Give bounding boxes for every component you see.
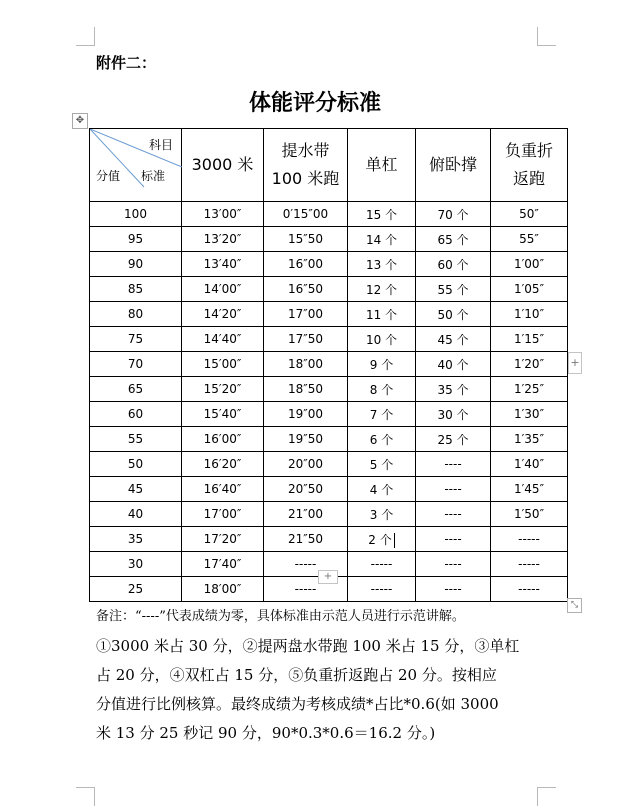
cell-text: 14′00″ — [203, 282, 242, 296]
table-cell[interactable] — [491, 402, 568, 427]
table-row — [90, 277, 568, 302]
table-cell[interactable] — [416, 552, 491, 577]
cell-text: 55″ — [519, 232, 539, 246]
scoring-explanation — [96, 632, 556, 748]
table-cell[interactable] — [416, 227, 491, 252]
cell-text: 18″00 — [287, 357, 324, 371]
table-cell[interactable] — [264, 327, 348, 352]
cell-text: 1′00″ — [513, 257, 545, 271]
cell-text: 15′20″ — [203, 382, 242, 396]
cell-text: 45 个 — [437, 332, 469, 347]
table-cell[interactable] — [182, 402, 264, 427]
table-cell[interactable] — [182, 577, 264, 602]
cell-text: 11 个 — [365, 307, 398, 322]
table-cell[interactable] — [491, 502, 568, 527]
table-cell[interactable] — [416, 377, 491, 402]
cell-text: 3 个 — [369, 507, 394, 522]
table-cell[interactable] — [348, 277, 416, 302]
header-line: 3000 米 — [191, 155, 254, 174]
cell-text: 55 — [127, 432, 144, 446]
table-cell[interactable] — [348, 452, 416, 477]
table-cell[interactable] — [416, 252, 491, 277]
cell-text: 13′00″ — [203, 207, 242, 221]
table-cell[interactable] — [348, 502, 416, 527]
cell-text: 13 个 — [365, 257, 398, 272]
table-cell[interactable] — [416, 527, 491, 552]
table-cell[interactable] — [90, 427, 182, 452]
cell-text: 70 — [127, 357, 144, 371]
cell-text: 19″50 — [287, 432, 324, 446]
table-cell[interactable] — [90, 527, 182, 552]
table-row — [90, 252, 568, 277]
table-cell[interactable] — [90, 377, 182, 402]
cell-text: 9 个 — [369, 357, 394, 372]
cell-text: 7 个 — [369, 407, 394, 422]
cell-text: 60 — [127, 407, 144, 421]
header-line: 单杠 — [365, 155, 398, 174]
table-cell[interactable] — [90, 552, 182, 577]
table-note: 备注：“----”代表成绩为零，具体标准由示范人员进行示范讲解。 — [96, 609, 465, 624]
table-cell[interactable] — [416, 477, 491, 502]
cell-text: 40 — [127, 507, 144, 521]
cell-text: 1′35″ — [513, 432, 545, 446]
cell-text: ----- — [370, 582, 393, 596]
header-cell-3[interactable] — [416, 129, 491, 202]
table-cell[interactable] — [491, 352, 568, 377]
table-cell[interactable] — [348, 577, 416, 602]
cell-text: 21″00 — [287, 507, 324, 521]
add-row-handle-icon[interactable]: + — [318, 570, 338, 584]
table-header-row — [90, 129, 568, 202]
table-cell[interactable] — [264, 402, 348, 427]
cell-text: 16′20″ — [203, 457, 242, 471]
cell-text: 55 个 — [437, 282, 469, 297]
table-cell[interactable] — [491, 377, 568, 402]
cell-text: 90 — [127, 257, 144, 271]
cell-text: 17′40″ — [203, 557, 242, 571]
header-line: 返跑 — [512, 169, 545, 188]
table-cell[interactable] — [182, 252, 264, 277]
table-cell[interactable] — [491, 202, 568, 227]
table-cell[interactable] — [348, 327, 416, 352]
cell-text: 21″50 — [287, 532, 324, 546]
table-cell[interactable] — [264, 427, 348, 452]
cell-text: 15 个 — [365, 207, 398, 222]
cell-text: ---- — [444, 482, 462, 496]
table-cell[interactable] — [416, 502, 491, 527]
cell-text: 14′40″ — [203, 332, 242, 346]
table-row — [90, 327, 568, 352]
table-cell[interactable] — [491, 527, 568, 552]
score-standard-table — [89, 128, 568, 602]
cell-text: 15″50 — [287, 232, 324, 246]
table-cell[interactable] — [182, 552, 264, 577]
table-cell[interactable] — [264, 477, 348, 502]
cell-text: 25 — [127, 582, 144, 596]
table-cell[interactable] — [264, 527, 348, 552]
table-cell[interactable] — [182, 527, 264, 552]
cell-text: 13′40″ — [203, 257, 242, 271]
cell-text: ----- — [370, 557, 393, 571]
table-cell[interactable] — [90, 577, 182, 602]
cell-text: 45 — [127, 482, 144, 496]
table-row — [90, 452, 568, 477]
diag-standard-label: 标准 — [141, 169, 166, 183]
diagonal-header-cell[interactable] — [90, 129, 182, 202]
table-cell[interactable] — [182, 352, 264, 377]
table-cell[interactable] — [90, 277, 182, 302]
table-cell[interactable] — [90, 452, 182, 477]
attachment-label: 附件二： — [96, 54, 157, 72]
cell-text: 1′05″ — [513, 282, 545, 296]
header-line: 俯卧撑 — [428, 155, 477, 174]
cell-text: 60 个 — [437, 257, 469, 272]
diag-subject-label: 科目 — [148, 138, 173, 152]
cell-text: 85 — [127, 282, 144, 296]
paragraph-line: 占 20 分，④双杠占 15 分，⑤负重折返跑占 20 分。按相应 — [96, 666, 497, 684]
cell-text: 35 个 — [437, 382, 469, 397]
cell-text: 5 个 — [369, 457, 394, 472]
cell-text: 1′50″ — [513, 507, 545, 521]
cell-text: 18′00″ — [203, 582, 242, 596]
table-cell[interactable] — [264, 352, 348, 377]
cell-text: 10 个 — [365, 332, 398, 347]
cell-text: 16″00 — [287, 257, 324, 271]
cell-text: 17′00″ — [203, 507, 242, 521]
cell-text: 17″00 — [287, 307, 324, 321]
cell-text: ---- — [444, 532, 462, 546]
table-cell[interactable] — [491, 302, 568, 327]
table-cell[interactable] — [90, 502, 182, 527]
table-row — [90, 302, 568, 327]
table-cell[interactable] — [264, 277, 348, 302]
cell-text: 16″50 — [287, 282, 324, 296]
table-cell[interactable] — [348, 477, 416, 502]
table-cell[interactable] — [182, 452, 264, 477]
header-line: 负重折 — [504, 141, 553, 160]
table-cell[interactable] — [416, 302, 491, 327]
cell-text: 95 — [127, 232, 144, 246]
table-cell[interactable] — [416, 277, 491, 302]
cell-text: ----- — [518, 582, 540, 596]
cell-text: 8 个 — [369, 382, 394, 397]
cell-text: ----- — [294, 557, 317, 571]
table-cell[interactable] — [264, 227, 348, 252]
add-column-handle-icon[interactable]: + — [568, 352, 582, 374]
table-cell[interactable] — [264, 502, 348, 527]
table-cell[interactable] — [491, 227, 568, 252]
cell-text: 50 — [127, 457, 144, 471]
header-line: 100 米跑 — [271, 169, 340, 188]
cell-text: 2 个 — [368, 532, 392, 547]
cell-text: 50″ — [519, 207, 539, 221]
table-cell[interactable] — [264, 377, 348, 402]
cell-text: ----- — [294, 582, 317, 596]
paragraph-line: 米 13 分 25 秒记 90 分，90*0.3*0.6＝16.2 分。) — [96, 724, 436, 742]
cell-text: 18″50 — [287, 382, 324, 396]
cell-text: 65 — [127, 382, 144, 396]
cell-text: 30 个 — [437, 407, 469, 422]
table-row — [90, 202, 568, 227]
cell-text: 1′20″ — [513, 357, 545, 371]
document-title: 体能评分标准 — [248, 90, 381, 116]
cell-text: 1′15″ — [513, 332, 545, 346]
crop-mark-bottom-left — [76, 787, 95, 806]
table-cell[interactable] — [348, 252, 416, 277]
table-cell[interactable] — [348, 352, 416, 377]
cell-text: 15′00″ — [203, 357, 242, 371]
cell-text: 17″50 — [287, 332, 324, 346]
table-cell[interactable] — [348, 377, 416, 402]
table-row — [90, 502, 568, 527]
table-cell[interactable] — [264, 452, 348, 477]
cell-text: 16′00″ — [203, 432, 242, 446]
cell-text: 35 — [127, 532, 144, 546]
table-cell[interactable] — [416, 577, 491, 602]
header-cell-0[interactable] — [182, 129, 264, 202]
cell-text: ---- — [444, 582, 462, 596]
table-cell[interactable] — [348, 527, 416, 552]
table-row — [90, 377, 568, 402]
table-cell[interactable] — [182, 377, 264, 402]
table-cell[interactable] — [416, 352, 491, 377]
crop-mark-top-right — [537, 27, 556, 46]
table-cell[interactable] — [182, 502, 264, 527]
table-row — [90, 352, 568, 377]
table-cell[interactable] — [491, 427, 568, 452]
table-cell[interactable] — [491, 477, 568, 502]
table-cell[interactable] — [416, 427, 491, 452]
cell-text: 6 个 — [369, 432, 394, 447]
table-cell[interactable] — [182, 277, 264, 302]
paragraph-line: ①3000 米占 30 分，②提两盘水带跑 100 米占 15 分，③单杠 — [96, 637, 520, 655]
cell-text: 1′10″ — [513, 307, 545, 321]
paragraph-line: 分值进行比例核算。最终成绩为考核成绩*占比*0.6(如 3000 — [96, 695, 499, 713]
table-cell[interactable] — [182, 327, 264, 352]
table-cell[interactable] — [182, 202, 264, 227]
cell-text: 1′45″ — [513, 482, 545, 496]
table-cell[interactable] — [491, 277, 568, 302]
cell-text: 1′40″ — [513, 457, 545, 471]
table-cell[interactable] — [90, 402, 182, 427]
table-cell[interactable] — [348, 427, 416, 452]
crop-mark-bottom-right — [537, 787, 556, 806]
cell-text: 16′40″ — [203, 482, 242, 496]
table-cell[interactable] — [348, 402, 416, 427]
cell-text: 70 个 — [437, 207, 469, 222]
header-cell-4[interactable] — [491, 129, 568, 202]
cell-text: 25 个 — [437, 432, 469, 447]
cell-text: ---- — [444, 557, 462, 571]
cell-text: 14′20″ — [203, 307, 242, 321]
table-cell[interactable] — [182, 477, 264, 502]
cell-text: 19″00 — [287, 407, 324, 421]
table-cell[interactable] — [348, 202, 416, 227]
table-cell[interactable] — [348, 302, 416, 327]
cell-text: 14 个 — [365, 232, 398, 247]
table-cell[interactable] — [90, 352, 182, 377]
cell-text: ----- — [518, 532, 540, 546]
table-cell[interactable] — [90, 302, 182, 327]
cell-text: 75 — [127, 332, 144, 346]
text-cursor — [394, 533, 395, 548]
table-row — [90, 477, 568, 502]
header-line: 提水带 — [281, 141, 330, 160]
table-cell[interactable] — [491, 552, 568, 577]
table-cell[interactable] — [182, 427, 264, 452]
table-cell[interactable] — [416, 452, 491, 477]
table-resize-handle-icon[interactable]: ⤡ — [567, 598, 582, 613]
header-cell-1[interactable] — [264, 129, 348, 202]
cell-text: 1′30″ — [513, 407, 545, 421]
cell-text: 20″00 — [287, 457, 324, 471]
cell-text: 40 个 — [437, 357, 469, 372]
diag-value-label: 分值 — [96, 169, 121, 183]
table-cell[interactable] — [182, 302, 264, 327]
table-cell[interactable] — [90, 327, 182, 352]
crop-mark-top-left — [76, 27, 95, 46]
cell-text: 30 — [127, 557, 144, 571]
cell-text: 1′25″ — [513, 382, 545, 396]
table-cell[interactable] — [90, 202, 182, 227]
table-cell[interactable] — [491, 577, 568, 602]
header-cell-2[interactable] — [348, 129, 416, 202]
table-row — [90, 227, 568, 252]
cell-text: 15′40″ — [203, 407, 242, 421]
table-cell[interactable] — [182, 227, 264, 252]
table-row — [90, 427, 568, 452]
cell-text: 50 个 — [437, 307, 469, 322]
table-cell[interactable] — [491, 452, 568, 477]
table-cell[interactable] — [491, 327, 568, 352]
table-cell[interactable] — [264, 302, 348, 327]
table-cell[interactable] — [416, 327, 491, 352]
cell-text: 80 — [127, 307, 144, 321]
table-cell[interactable] — [416, 402, 491, 427]
cell-text: 4 个 — [369, 482, 394, 497]
table-cell[interactable] — [90, 227, 182, 252]
table-row — [90, 527, 568, 552]
table-cell[interactable] — [348, 227, 416, 252]
table-cell[interactable] — [348, 552, 416, 577]
table-cell[interactable] — [491, 252, 568, 277]
cell-text: 13′20″ — [203, 232, 242, 246]
cell-text: 65 个 — [437, 232, 469, 247]
cell-text: 17′20″ — [203, 532, 242, 546]
table-row — [90, 402, 568, 427]
cell-text: ---- — [444, 507, 462, 521]
cell-text: 20″50 — [287, 482, 324, 496]
table-cell[interactable] — [90, 477, 182, 502]
table-cell[interactable] — [264, 202, 348, 227]
table-cell[interactable] — [264, 252, 348, 277]
cell-text: 0′15″00 — [282, 207, 329, 221]
table-cell[interactable] — [90, 252, 182, 277]
cell-text: ----- — [518, 557, 540, 571]
cell-text: ---- — [444, 457, 462, 471]
cell-text: 12 个 — [365, 282, 398, 297]
table-cell[interactable] — [416, 202, 491, 227]
table-move-handle-icon[interactable]: ✥ — [72, 113, 88, 129]
cell-text: 100 — [124, 207, 147, 221]
